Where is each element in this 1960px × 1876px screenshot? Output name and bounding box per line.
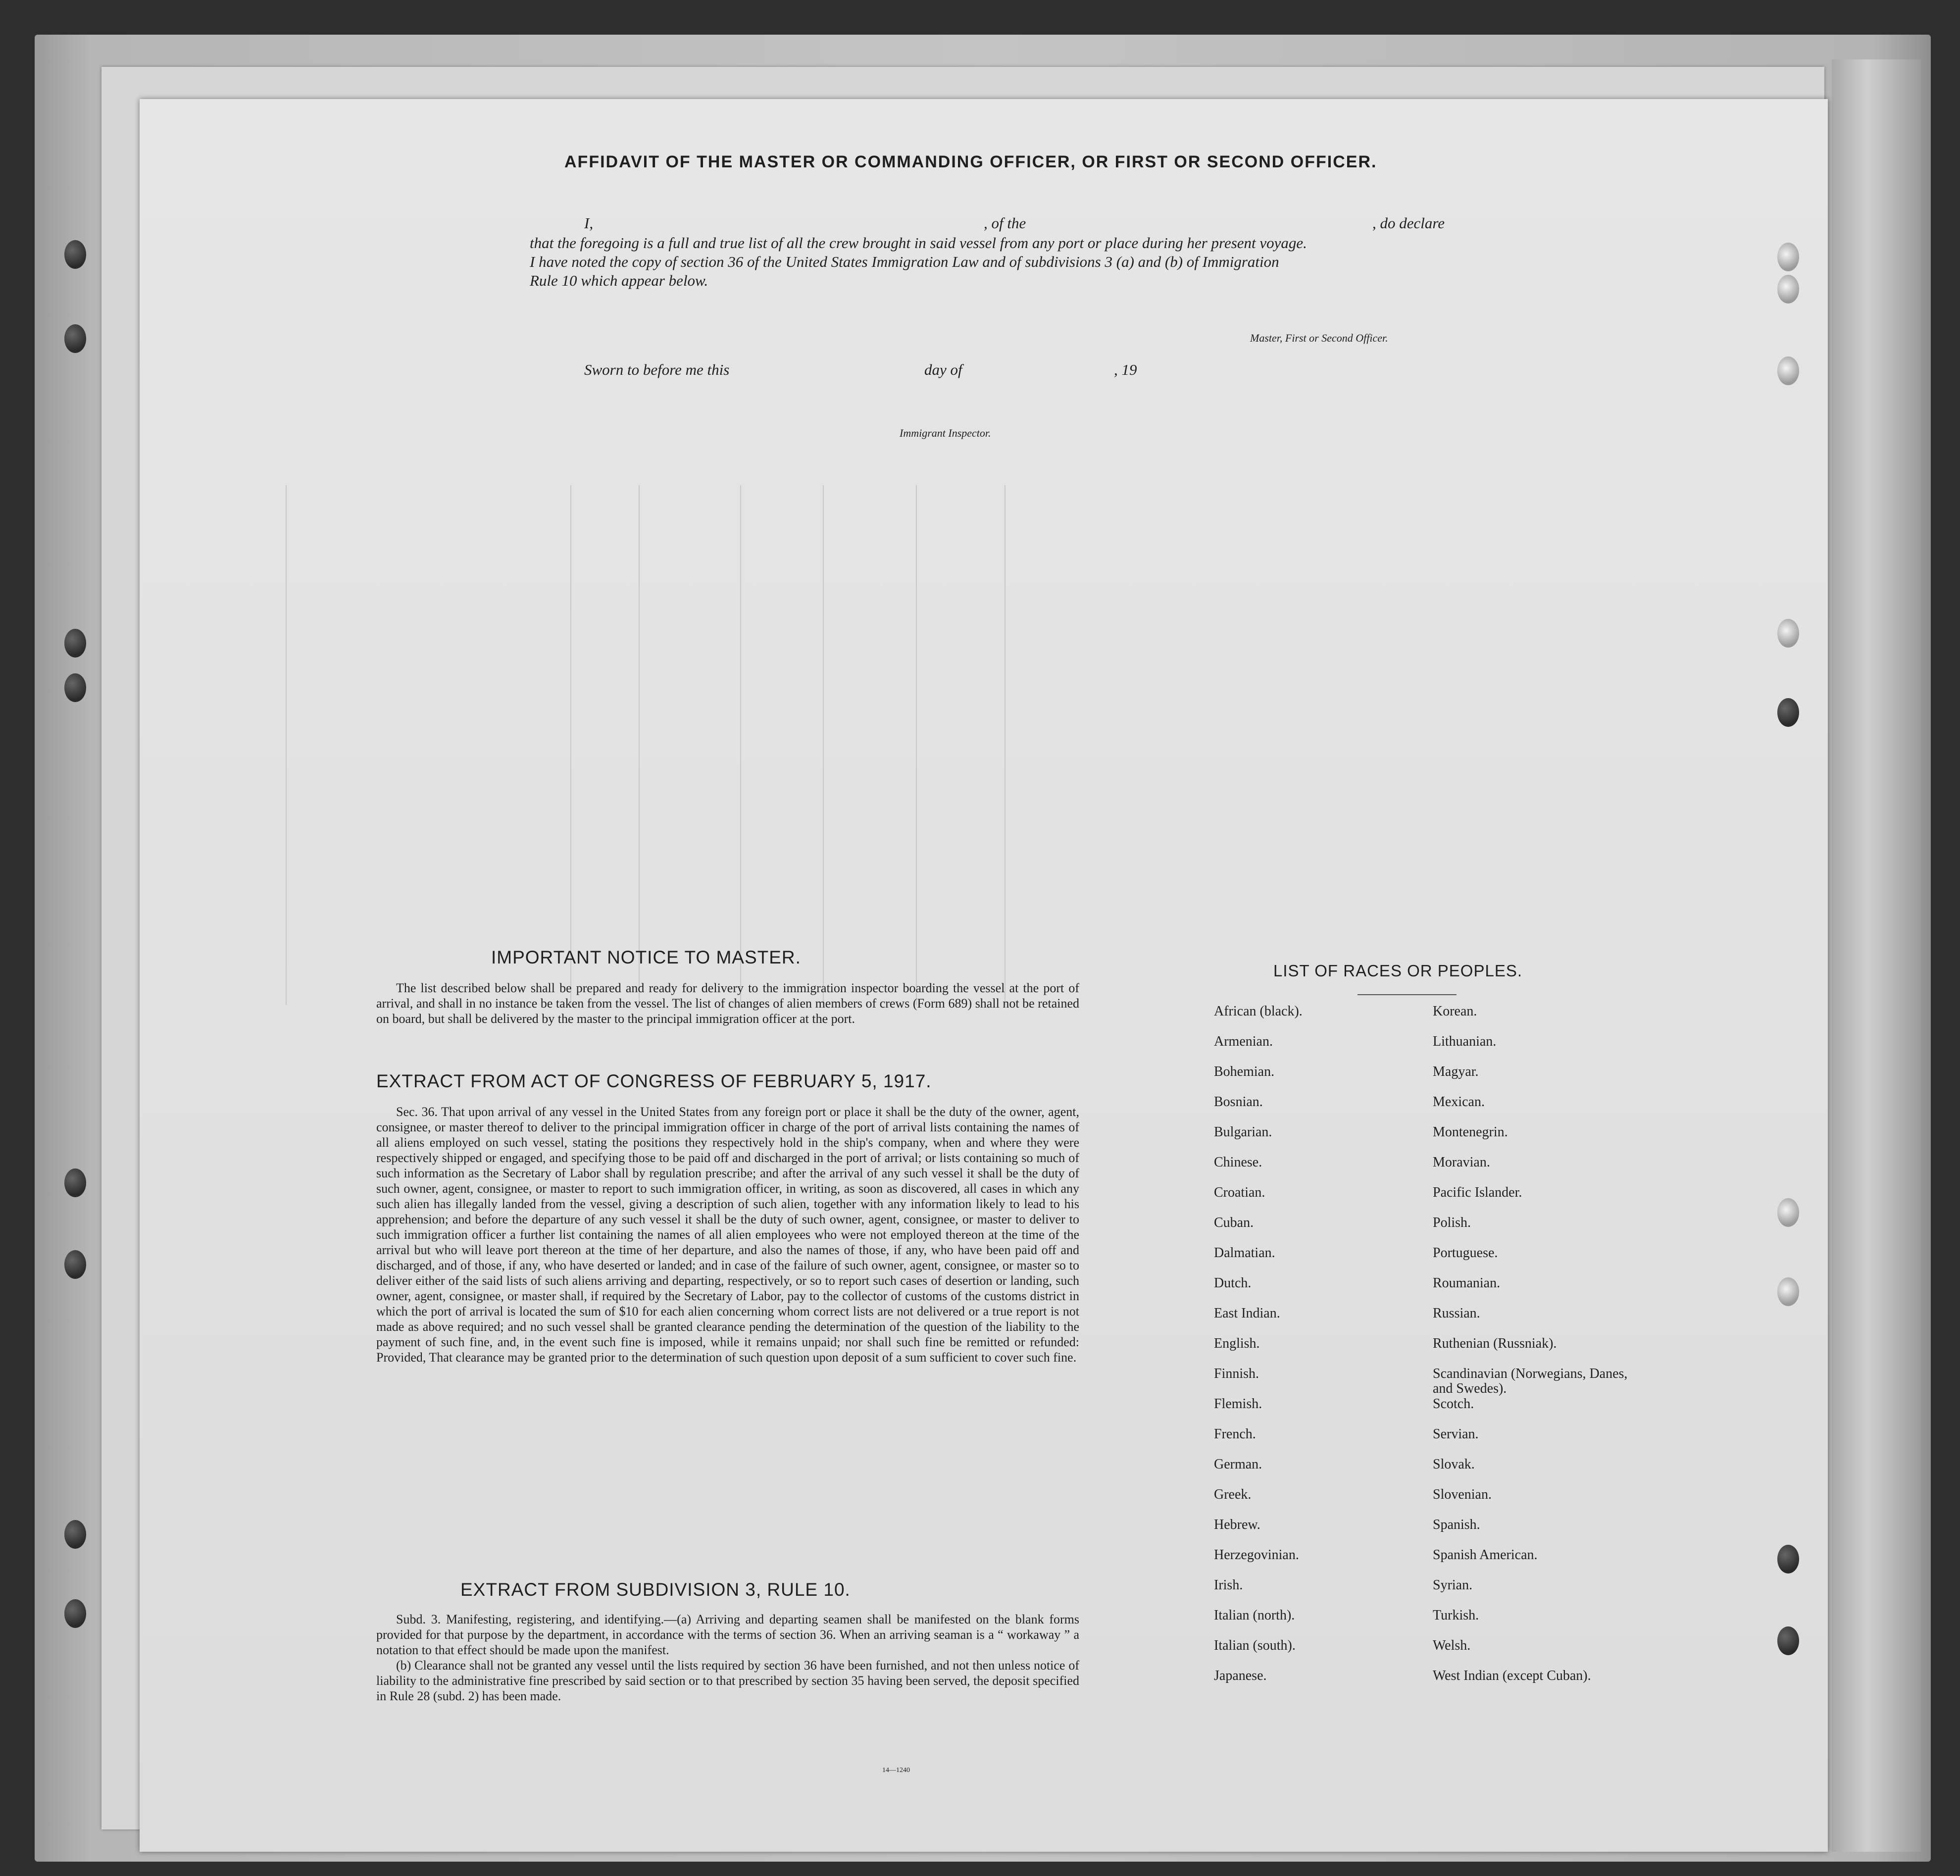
punch-hole: [64, 240, 86, 269]
punch-hole: [64, 629, 86, 658]
immigrant-inspector-label: Immigrant Inspector.: [900, 427, 991, 439]
race-item: Dalmatian.: [1214, 1245, 1275, 1261]
race-item: Japanese.: [1214, 1668, 1267, 1683]
punch-hole: [1777, 1277, 1799, 1306]
punch-hole: [1777, 1626, 1799, 1655]
race-item: Lithuanian.: [1433, 1034, 1497, 1049]
race-item: English.: [1214, 1336, 1260, 1351]
race-item: Magyar.: [1433, 1064, 1479, 1079]
punch-hole: [64, 1250, 86, 1279]
race-item: West Indian (except Cuban).: [1433, 1668, 1591, 1683]
punch-hole: [1777, 243, 1799, 271]
race-item: Bulgarian.: [1214, 1124, 1272, 1140]
race-item: Moravian.: [1433, 1155, 1490, 1170]
race-item: African (black).: [1214, 1004, 1303, 1019]
affidavit-do-declare: , do declare: [1372, 214, 1445, 232]
race-item: Spanish.: [1433, 1517, 1480, 1532]
act-title: EXTRACT FROM ACT OF CONGRESS OF FEBRUARY 5, 1917.: [376, 1071, 932, 1091]
table-rule: [286, 485, 287, 1005]
punch-hole: [1777, 356, 1799, 385]
race-item: Spanish American.: [1433, 1547, 1538, 1563]
punch-hole: [64, 1599, 86, 1628]
day-of-label: day of: [924, 361, 962, 378]
race-item: Greek.: [1214, 1487, 1252, 1502]
race-item: Scandinavian (Norwegians, Danes, and Swedes).: [1433, 1366, 1628, 1396]
punch-hole: [64, 673, 86, 702]
race-item: French.: [1214, 1426, 1256, 1442]
binder-edge: [1832, 59, 1921, 1852]
race-item: Mexican.: [1433, 1094, 1485, 1110]
races-right-column: [1433, 1004, 1641, 1699]
race-item: Welsh.: [1433, 1638, 1471, 1653]
race-item: Korean.: [1433, 1004, 1477, 1019]
race-item: Ruthenian (Russniak).: [1433, 1336, 1557, 1351]
notice-paragraph: The list described below shall be prepared and ready for delivery to the immigration inspector boarding the vessel at the port of arrival, and shall in no instance be taken from the vessel. The list of changes of alien members of crews (Form 689) shall not be retained on board, but shall be delivered by the master to the principal immigration officer at the port.: [376, 981, 1079, 1026]
race-item: Flemish.: [1214, 1396, 1262, 1412]
race-item: Armenian.: [1214, 1034, 1273, 1049]
rule-title: EXTRACT FROM SUBDIVISION 3, RULE 10.: [460, 1579, 851, 1600]
race-item: Irish.: [1214, 1577, 1243, 1593]
race-item: Portuguese.: [1433, 1245, 1498, 1261]
race-item: Russian.: [1433, 1306, 1480, 1321]
race-item: Italian (south).: [1214, 1638, 1296, 1653]
race-item: German.: [1214, 1457, 1262, 1472]
affidavit-line-2: that the foregoing is a full and true list of all the crew brought in said vessel from any port or place during her present voyage.: [530, 234, 1307, 252]
manifest-page: [140, 99, 1828, 1852]
punch-hole: [1777, 1545, 1799, 1573]
affidavit-i: I,: [584, 214, 594, 232]
punch-hole: [1777, 698, 1799, 727]
table-rule: [823, 485, 824, 1005]
race-item: Slovak.: [1433, 1457, 1475, 1472]
form-number: 14—1240: [882, 1767, 910, 1774]
punch-hole: [1777, 1198, 1799, 1227]
act-text: [376, 1104, 1079, 1365]
race-item: Croatian.: [1214, 1185, 1265, 1200]
races-left-column: [1214, 1004, 1402, 1699]
race-item: Scotch.: [1433, 1396, 1474, 1412]
race-item: Slovenian.: [1433, 1487, 1492, 1502]
table-rule: [639, 485, 640, 1005]
race-item: Herzegovinian.: [1214, 1547, 1299, 1563]
race-item: East Indian.: [1214, 1306, 1280, 1321]
punch-hole: [1777, 275, 1799, 304]
table-rule: [570, 485, 571, 1005]
races-title: LIST OF RACES OR PEOPLES.: [1273, 962, 1523, 980]
races-title-rule: [1357, 994, 1457, 995]
rule-paragraph-a: Subd. 3. Manifesting, registering, and identifying.—(a) Arriving and departing seamen shall be manifested on the blank forms provided for that purpose by the department, in accordance with the terms of section 36. When an arriving seaman is a “ workaway ” a notation to that effect should be made upon the manifest.: [376, 1612, 1079, 1657]
affidavit-line-4: Rule 10 which appear below.: [530, 272, 708, 289]
affidavit-title: AFFIDAVIT OF THE MASTER OR COMMANDING OFFICER, OR FIRST OR SECOND OFFICER.: [564, 152, 1377, 171]
punch-hole: [1777, 619, 1799, 648]
punch-hole: [64, 1168, 86, 1197]
race-item: Dutch.: [1214, 1275, 1252, 1291]
rule-text: [376, 1612, 1079, 1704]
notice-text: [376, 980, 1079, 1026]
table-rule: [916, 485, 917, 1005]
race-item: Bosnian.: [1214, 1094, 1263, 1110]
rule-paragraph-b: (b) Clearance shall not be granted any vessel until the lists required by section 36 have been furnished, and not then unless notice of liability to the administrative fine prescribed by said section or to that prescribed by section 35 having been served, the deposit specified in Rule 28 (subd. 2) has been made.: [376, 1658, 1079, 1703]
race-item: Polish.: [1433, 1215, 1471, 1230]
affidavit-of-the: , of the: [984, 214, 1026, 232]
race-item: Roumanian.: [1433, 1275, 1501, 1291]
race-item: Italian (north).: [1214, 1608, 1295, 1623]
affidavit-line-3: I have noted the copy of section 36 of the United States Immigration Law and of subdivisions 3 (a) and (b) of Immigration: [530, 253, 1279, 270]
race-item: Servian.: [1433, 1426, 1479, 1442]
race-item: Syrian.: [1433, 1577, 1473, 1593]
act-paragraph: Sec. 36. That upon arrival of any vessel in the United States from any foreign port or place it shall be the duty of the owner, agent, consignee, or master thereof to deliver to the principal immigration officer in charge of the port of arrival lists containing the names of all aliens employed on such vessel, stating the positions they respectively hold in the ship's company, when and where they were respectively shipped or engaged, and specifying those to be paid off and discharged in the port of arrival; or lists containing so much of such information as the Secretary of Labor shall by regulation prescribe; and after the arrival of any such vessel it shall be the duty of such owner, agent, consignee, or master to report to such immigration officer, in writing, as soon as discovered, all cases in which any such alien has illegally landed from the vessel, giving a description of such alien, together with any information likely to lead to his apprehension; and before the departure of any such vessel it shall be the duty of such owner, agent, consignee, or master to deliver to such immigration officer a further list containing the names of all alien employees who were not employed thereon at the time of the arrival but who will leave port thereon at the time of her departure, and also the names of those, if any, who have been paid off and discharged, and of those, if any, who have deserted or landed; and in case of the failure of such owner, agent, consignee, or master so to deliver either of the said lists of such aliens arriving and departing, respectively, or so to report such cases of desertion or landing, such owner, agent, consignee, or master shall, if required by the Secretary of Labor, pay to the collector of customs of the customs district in which the port of arrival is located the sum of $10 for each alien concerning whom correct lists are not delivered or a true report is not made as above required; and no such vessel shall be granted clearance pending the determination of the question of the liability to the payment of such fine, and, in the event such fine is imposed, while it remains unpaid; nor shall such fine be remitted or refunded: Provided, That clearance may be granted prior to the determination of such question upon deposit of a sum sufficient to cover such fine.: [376, 1105, 1079, 1365]
race-item: Pacific Islander.: [1433, 1185, 1522, 1200]
race-item: Hebrew.: [1214, 1517, 1260, 1532]
punch-hole: [64, 324, 86, 353]
race-item: Montenegrin.: [1433, 1124, 1508, 1140]
race-item: Bohemian.: [1214, 1064, 1275, 1079]
sworn-label: Sworn to before me this: [584, 361, 730, 378]
race-item: Finnish.: [1214, 1366, 1259, 1381]
year-label: , 19: [1114, 361, 1137, 378]
notice-title: IMPORTANT NOTICE TO MASTER.: [491, 947, 801, 967]
race-item: Chinese.: [1214, 1155, 1262, 1170]
table-rule: [740, 485, 741, 1005]
master-signature-label: Master, First or Second Officer.: [1250, 332, 1388, 344]
punch-hole: [64, 1520, 86, 1549]
race-item: Cuban.: [1214, 1215, 1254, 1230]
race-item: Turkish.: [1433, 1608, 1479, 1623]
